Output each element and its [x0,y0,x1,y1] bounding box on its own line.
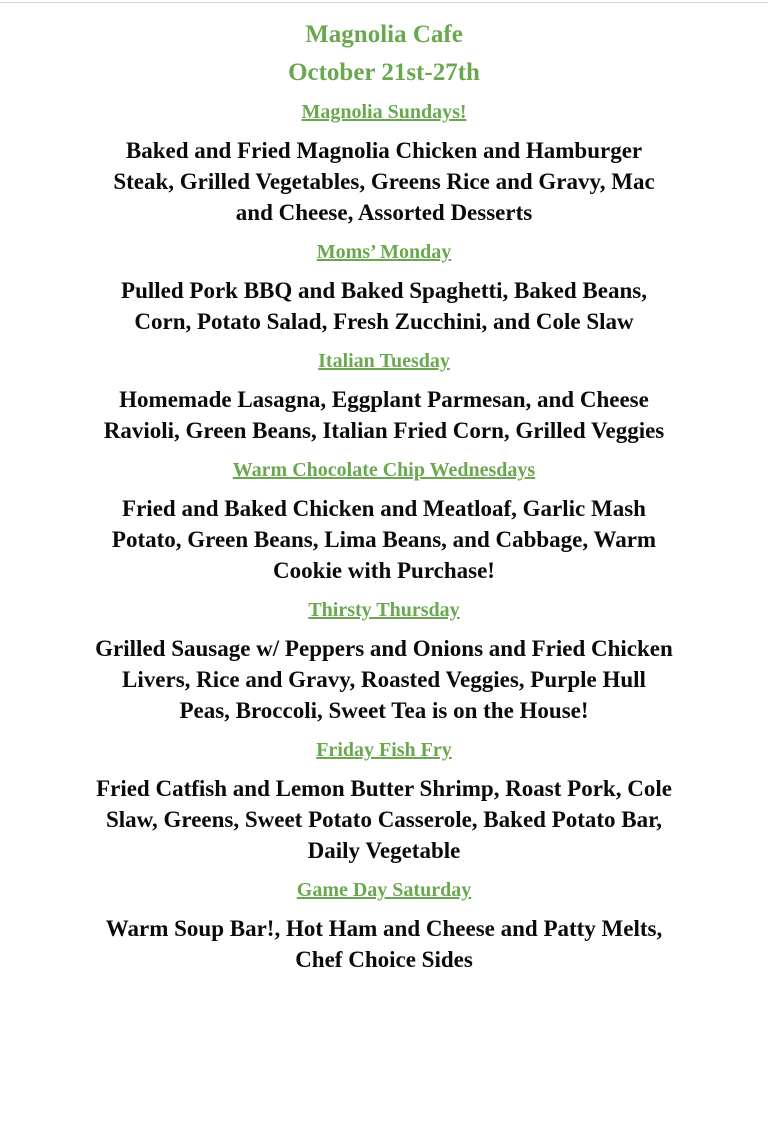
menu-sections [94,100,674,975]
day-heading: Friday Fish Fry [316,739,452,761]
menu-items-text: Fried and Baked Chicken and Meatloaf, Garlic Mash Potato, Green Beans, Lima Beans, and Cabbage, Warm Cookie with Purchase! [111,496,657,583]
menu-section [94,598,674,726]
menu-items-text: Grilled Sausage w/ Peppers and Onions and Fried Chicken Livers, Rice and Gravy, Roasted Veggies, Purple Hull Peas, Broccoli, Sweet Tea is on the House! [95,636,673,723]
cafe-title: Magnolia Cafe [305,21,463,48]
menu-section [94,349,674,446]
day-heading: Magnolia Sundays! [301,101,467,123]
top-divider [0,2,768,3]
day-heading: Moms’ Monday [316,241,452,263]
menu-document [94,0,674,975]
menu-section [94,100,674,228]
menu-items-text: Homemade Lasagna, Eggplant Parmesan, and Cheese Ravioli, Green Beans, Italian Fried Corn, Grilled Veggies [103,387,665,443]
menu-section [94,738,674,866]
menu-section [94,878,674,975]
date-range: October 21st-27th [288,59,480,86]
menu-items-text: Warm Soup Bar!, Hot Ham and Cheese and Patty Melts, Chef Choice Sides [105,916,663,972]
day-heading: Warm Chocolate Chip Wednesdays [232,459,536,481]
menu-items-text: Pulled Pork BBQ and Baked Spaghetti, Baked Beans, Corn, Potato Salad, Fresh Zucchini, and Cole Slaw [121,278,647,334]
menu-items-text: Fried Catfish and Lemon Butter Shrimp, Roast Pork, Cole Slaw, Greens, Sweet Potato Casserole, Baked Potato Bar, Daily Vegetable [96,776,672,863]
menu-section [94,240,674,337]
day-heading: Game Day Saturday [296,879,472,901]
day-heading: Thirsty Thursday [308,599,460,621]
menu-items-text: Baked and Fried Magnolia Chicken and Hamburger Steak, Grilled Vegetables, Greens Rice and Gravy, Mac and Cheese, Assorted Desserts [113,138,655,225]
day-heading: Italian Tuesday [318,350,450,372]
menu-section [94,458,674,586]
